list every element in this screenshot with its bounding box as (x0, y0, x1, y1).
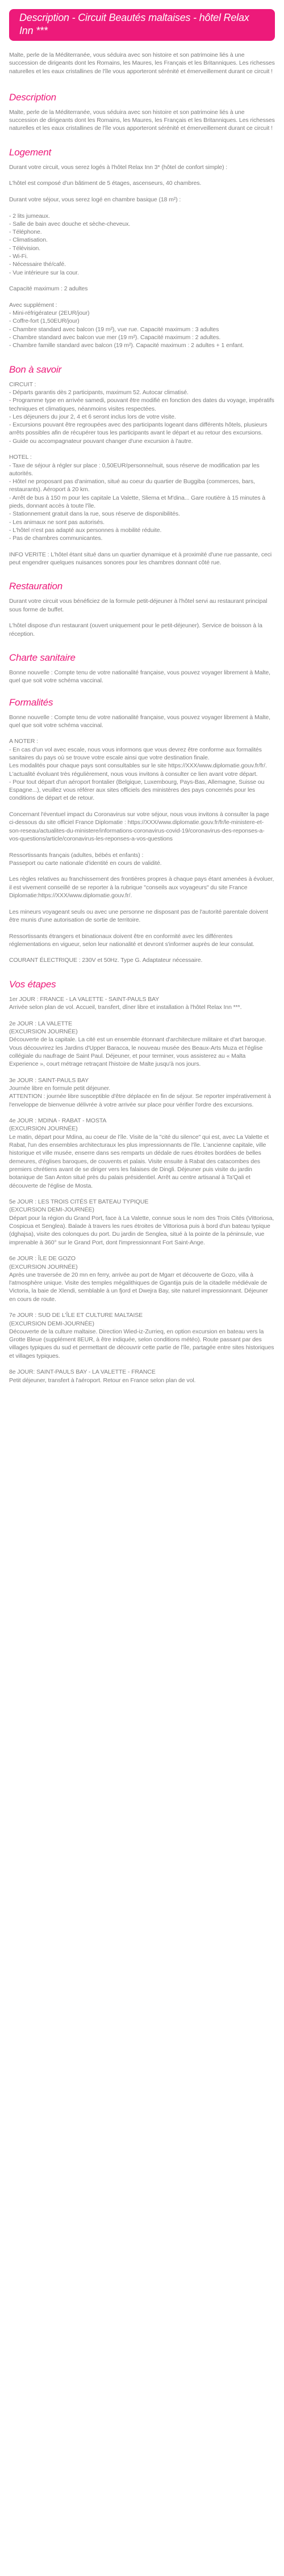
section-vos-etapes (9, 978, 275, 1384)
section-restauration (9, 580, 275, 637)
section-description (9, 91, 275, 133)
section-heading-bon-a-savoir: Bon à savoir (9, 364, 62, 375)
title-banner (9, 9, 275, 41)
section-body-restauration: Durant votre circuit vous bénéficiez de la formule petit-déjeuner à l'hôtel servi au restaurant principal sous forme de buffet. L'hôtel dispose d'un restaurant (ouvert uniquement pour le petit-déjeuner). Service de boisson à la réception. (9, 598, 268, 637)
section-heading-restauration: Restauration (9, 581, 62, 592)
section-formalites (9, 696, 275, 965)
section-logement (9, 146, 275, 350)
section-heading-vos-etapes: Vos étapes (9, 978, 56, 990)
content-area (9, 51, 275, 1384)
page-title: Description - Circuit Beautés maltaises - hôtel Relax Inn *** (19, 12, 249, 36)
section-heading-formalites: Formalités (9, 696, 53, 708)
section-body-logement: Durant votre circuit, vous serez logés à l'hôtel Relax Inn 3* (hôtel de confort simple) : L'hôtel est composé d'un bâtiment de 5 étages, ascenseurs, 40 chambres. Durant votre séjour, vous serez logé en chambre basique (18 m²) : - 2 lits jumeaux. - Salle de bain avec douche et sèche-cheveux. - Téléphone. - Climatisation. - Télévision. - Wi-Fi. - Nécessaire thé/café. - Vue intérieure sur la cour. Capacité maximum : 2 adultes Avec supplément : - Mini-réfrigérateur (2EUR/jour) - Coffre-fort (1,50EUR/jour) - Chambre standard avec balcon (19 m²), vue rue. Capacité maximum : 3 adultes - Chambre standard avec balcon vue mer (19 m²). Capacité maximum : 2 adultes. - Chambre famille standard avec balcon (19 m²). Capacité maximum : 2 adultes + 1 enfant. (9, 163, 244, 349)
section-body-formalites: Bonne nouvelle : Compte tenu de votre nationalité française, vous pouvez voyager librement à Malte, quel que soit votre schéma vaccinal. A NOTER : - En cas d'un vol avec escale, nous vous informons que vous devrez être conforme aux formalités sanitaires du pays où se trouve votre escale ainsi que votre destination finale. Les modalités pour chaque pays sont consultables sur le site https://XXX/www.diplomatie.gouv.fr/fr/. L'actualité évoluant très régulièrement, nous vous invitons à consulter ce lien avant votre départ. - Pour tout départ d'un aéroport frontalier (Belgique, Luxembourg, Pays-Bas, Allemagne, Suisse ou Espagne...), veuillez vous référer aux sites officiels des ministères des pays concernés pour les conditions de départ et de retour. Concernant l'éventuel impact du Coronavirus sur votre séjour, nous vous invitons à consulter la page ci-dessous du site officiel France Diplomatie : https://XXX/www.diplomatie.gouv.fr/fr/le-ministere-et-son-reseau/actualites-du-ministere/informations-coronavirus-covid-19/coronavirus-des-reponses-a-vos-questions/article/coronavirus-les-reponses-a-vos-questions Ressortissants français (adultes, bébés et enfants) : Passeport ou carte nationale d'identité en cours de validité. Les règles relatives au franchissement des frontières propres à chaque pays étant amenées à évoluer, il est vivement conseillé de se reporter à la rubrique "conseils aux voyageurs" du site France Diplomatie:https://XXX/www.diplomatie.gouv.fr/. Les mineurs voyageant seuls ou avec une personne ne disposant pas de l'autorité parentale doivent être munis d'une autorisation de sortie de territoire. Ressortissants étrangers et binationaux doivent être en conformité avec les différentes réglementations en vigueur, selon leur nationalité et devront s'informer auprès de leur consulat. COURANT ÉLECTRIQUE : 230V et 50Hz. Type G. Adaptateur nécessaire. (9, 713, 274, 964)
section-charte-sanitaire (9, 652, 275, 685)
section-body-charte-sanitaire: Bonne nouvelle : Compte tenu de votre nationalité française, vous pouvez voyager librement à Malte, quel que soit votre schéma vaccinal. (9, 669, 270, 685)
section-heading-charte-sanitaire: Charte sanitaire (9, 652, 76, 663)
section-bon-a-savoir (9, 364, 275, 567)
section-body-vos-etapes: 1er JOUR : FRANCE - LA VALETTE - SAINT-PAULS BAY Arrivée selon plan de vol. Accueil, transfert, dîner libre et installation à l'hôtel Relax Inn ***. 2e JOUR : LA VALETTE (EXCURSION JOURNÉE) Découverte de la capitale. La cité est un ensemble étonnant d'architecture militaire et d'art baroque. Vous découvrirez les Jardins d'Upper Baracca, le nouveau musée des Beaux-Arts Muza et l'église collégiale du naufrage de Saint Paul. Déjeuner, et pour terminer, vous assisterez au « Malta Experience », court métrage retraçant l'histoire de Malte jusqu'à nos jours. 3e JOUR : SAINT-PAULS BAY Journée libre en formule petit déjeuner. ATTENTION : journée libre susceptible d'être déplacée en fin de séjour. Se reporter impérativement à l'enveloppe de bienvenue délivrée à votre arrivée sur place pour vérifier l'ordre des excursions. 4e JOUR : MDINA - RABAT - MOSTA (EXCURSION JOURNÉE) Le matin, départ pour Mdina, au coeur de l'île. Visite de la "cité du silence" qui est, avec La Valette et Rabat, l'un des ensembles architecturaux les plus impressionnants de l'île. L'ancienne capitale, ville historique et ville musée, enserre dans ses remparts un dédale de rues étroites bordées de belles demeures, d'églises baroques, de couvents et palais. Visite ensuite à Rabat des catacombes des premiers chrétiens avant de se diriger vers les falaises de Dingli. Déjeuner puis visite du jardin botanique de San Anton situé près du palais présidentiel. Arrêt au centre artisanal à Ta'Qali et découverte de l'église de Mosta. 5e JOUR : LES TROIS CITÉS ET BATEAU TYPIQUE (EXCURSION DEMI-JOURNÉE) Départ pour la région du Grand Port, face à La Valette, connue sous le nom des Trois Cités (Vittoriosa, Cospicua et Senglea). Balade à travers les rues étroites de Vittoriosa puis à bord d'un bateau typique (dghajsa), visite des colonques du port. Du jardin de Senglea, situé à la pointe de la péninsule, vue imprenable à 360° sur le Grand Port, dont l'impressionnant Fort Saint-Ange. 6e JOUR : ÎLE DE GOZO (EXCURSION JOURNÉE) Après une traversée de 20 mn en ferry, arrivée au port de Mgarr et découverte de Gozo, villa à l'atmosphère unique. Visite des temples mégalithiques de Ggantija puis de la citadelle médiévale de Victoria, la baie de Xlendi, semblable à un fjord et Dwejra Bay, site naturel impressionnant. Déjeuner en cours de route. 7e JOUR : SUD DE L'ÎLE ET CULTURE MALTAISE (EXCURSION DEMI-JOURNÉE) Découverte de la culture maltaise. Direction Wied-iz-Zurrieq, en option excursion en bateau vers la Grotte Bleue (supplément 8EUR, à être indiquée, selon conditions météo). Route passant par des villages typiques du sud et permettant de découvrir cette partie de l'île, partagée entre sites historiques et villages typiques. 8e JOUR: SAINT-PAULS BAY - LA VALETTE - FRANCE Petit déjeuner, transfert à l'aéroport. Retour en France selon plan de vol. (9, 995, 274, 1384)
section-heading-description: Description (9, 91, 56, 103)
intro-text: Malte, perle de la Méditerranée, vous séduira avec son histoire et son patrimoine liés à une succession de dirigeants dont les Romains, les Maures, les Français et les Britanniques. Les richesses naturelles et les eaux cristallines de l'île vous apporteront sérénité et émerveillement durant ce circuit ! (9, 52, 275, 75)
section-heading-logement: Logement (9, 146, 52, 158)
section-body-bon-a-savoir: CIRCUIT : - Départs garantis dès 2 participants, maximum 52. Autocar climatisé. - Programme type en arrivée samedi, pouvant être modifié en fonction des dates du voyage, impératifs techniques et climatiques, néanmoins visites respectées. - Les déjeuners du jour 2, 4 et 6 seront inclus lors de votre visite. - Excursions pouvant être regroupées avec des participants logeant dans différents hôtels, plusieurs arrêts possibles afin de récupérer tous les participants avant le départ et au retour des excursions. - Guide ou accompagnateur pouvant changer d'une excursion à l'autre. HOTEL : - Taxe de séjour à régler sur place : 0,50EUR/personne/nuit, sous réserve de modification par les autorités. - Hôtel ne proposant pas d'animation, situé au coeur du quartier de Buggiba (commerces, bars, restaurants). Aéroport à 20 km. - Arrêt de bus à 150 m pour les capitale La Valette, Sliema et M'dina... Gare routière à 15 minutes à pieds, donnant accès à toute l'île. - Stationnement gratuit dans la rue, sous réserve de disponibilités. - Les animaux ne sont pas autorisés. - L'hôtel n'est pas adapté aux personnes à mobilité réduite. - Pas de chambres communicantes. INFO VERITE : L'hôtel étant situé dans un quartier dynamique et à proximité d'une rue passante, ceci peut engendrer quelques nuisances sonores pour les chambres donnant côté rue. (9, 381, 274, 567)
section-body-description: Malte, perle de la Méditerranée, vous séduira avec son histoire et son patrimoine liés à une succession de dirigeants dont les Romains, les Maures, les Français et les Britanniques. Les richesses naturelles et les eaux cristallines de l'île vous apporteront sérénité et émerveillement durant ce circuit ! (9, 108, 275, 132)
